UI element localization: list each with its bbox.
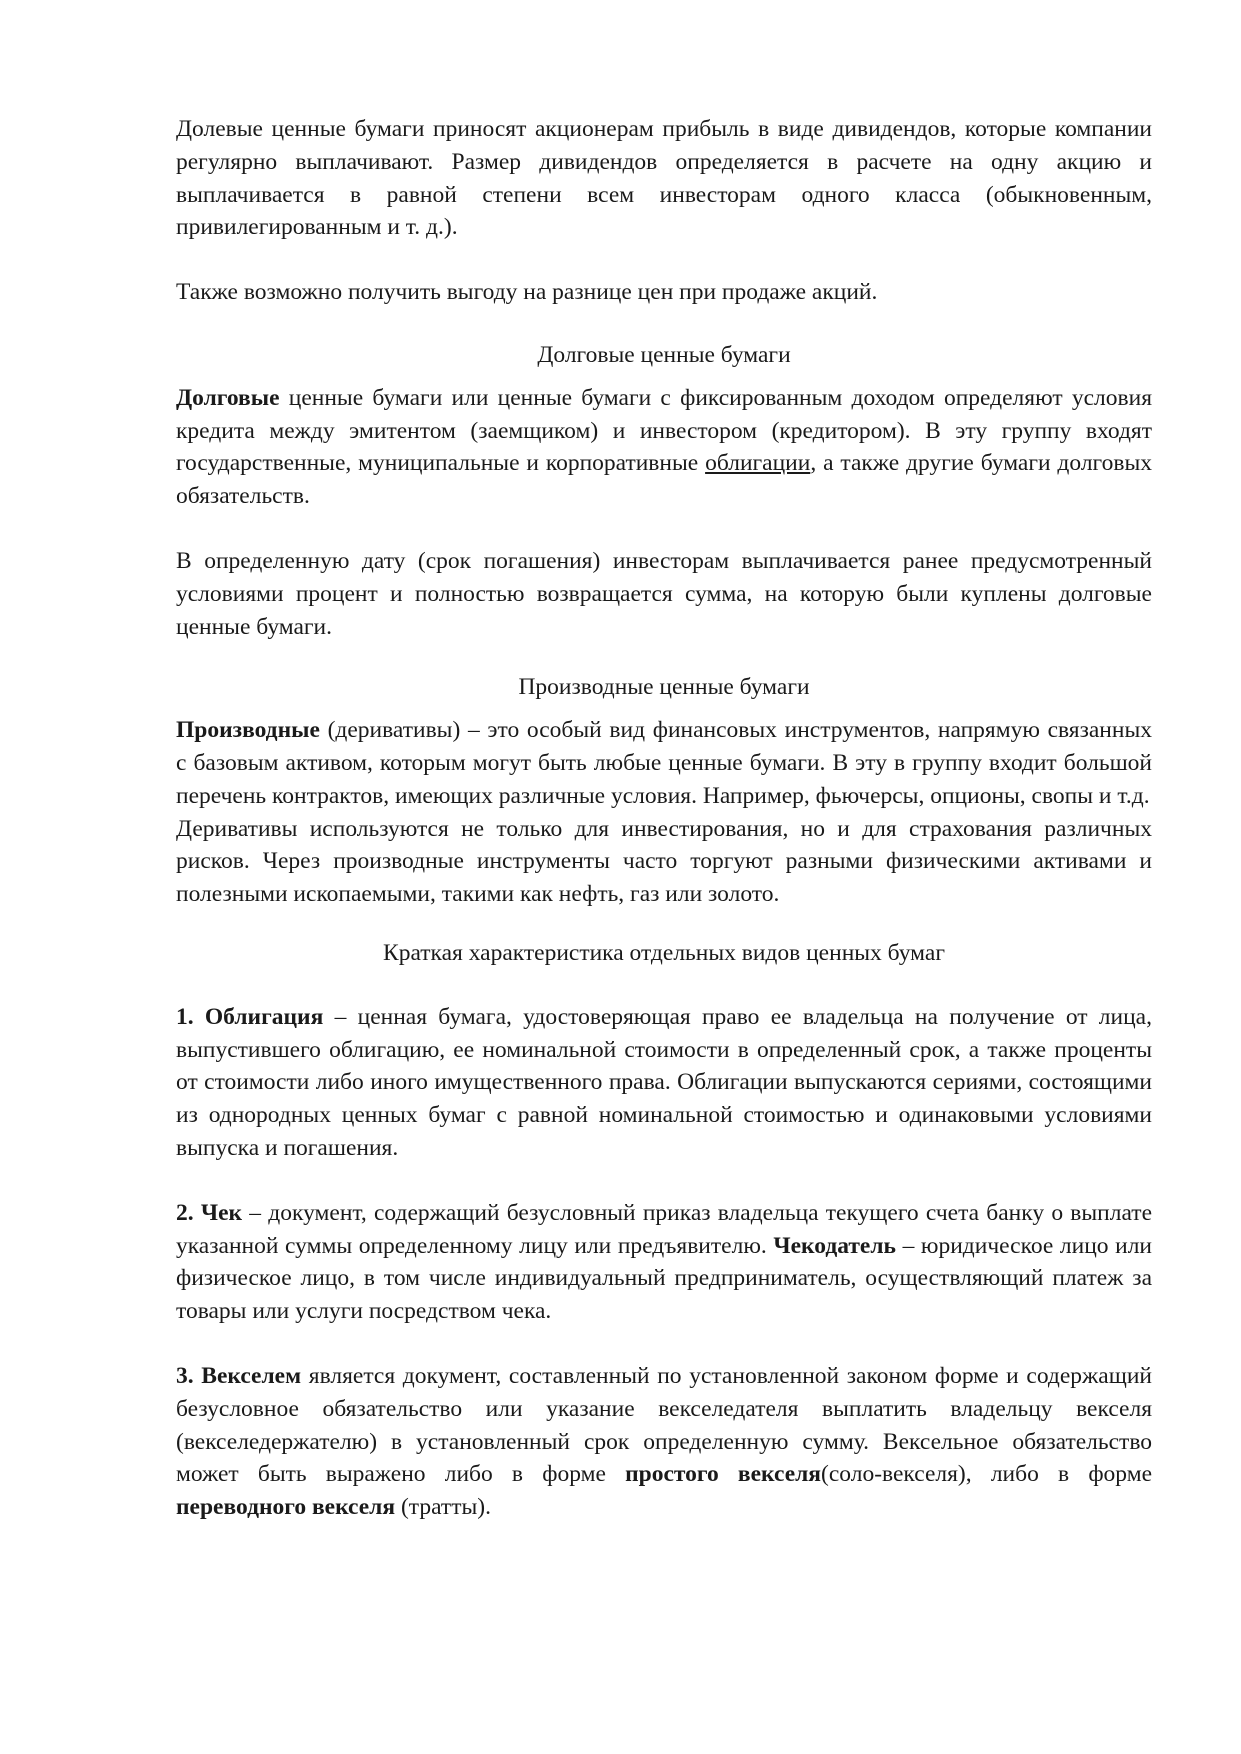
bill-text-a: является документ, составленный по установленной законом форме и содержащий безусловное обязательство или указание векселедателя выплатить владельцу векселя (векселедержателю) в установленный срок определенную сумму. Вексельное обязательство может быть выражено либо в форме	[176, 1362, 1152, 1488]
term-bill: 3. Векселем	[176, 1362, 302, 1389]
paragraph-price-difference: Также возможно получить выгоду на разнице цен при продаже акций.	[176, 279, 878, 306]
term-bill-of-exchange: переводного векселя	[176, 1494, 396, 1521]
debt-text-b: , а также другие бумаги долговых обязательств.	[176, 450, 1152, 510]
paragraph-debt-maturity: В определенную дату (срок погашения) инвесторам выплачивается ранее предусмотренный условиями процент и полностью возвращается сумма, на которую были куплены долговые ценные бумаги.	[176, 547, 1152, 640]
term-derivatives: Производные	[176, 717, 320, 744]
term-cheque: 2. Чек	[176, 1199, 243, 1226]
paragraph-debt-definition	[176, 382, 1152, 513]
derivatives-text: (деривативы) – это особый вид финансовых инструментов, напрямую связанных с базовым активом, которым могут быть любые ценные бумаги. В эту в группу входит большой перечень контрактов, имеющих различные условия. Например, фьючерсы, опционы, свопы и т.д.	[176, 717, 1152, 809]
document-page	[176, 113, 1152, 1524]
heading-derivative-securities: Производные ценные бумаги	[518, 674, 810, 701]
heading-debt-securities: Долговые ценные бумаги	[537, 341, 791, 368]
bill-text-b: (соло-векселя), либо в форме	[821, 1461, 1152, 1488]
list-item-cheque	[176, 1197, 1152, 1328]
paragraph-derivatives-usage: Деривативы используются не только для инвестирования, но и для страхования различных рисков. Через производные инструменты часто торгуют разными физическими активами и полезными ископаемыми, такими как нефть, газ или золото.	[176, 815, 1152, 908]
bond-text: – ценная бумага, удостоверяющая право ее владельца на получение от лица, выпустившего облигацию, ее номинальной стоимости в определенный срок, а также проценты от стоимости либо иного имущественного права. Облигации выпускаются сериями, состоящими из однородных ценных бумаг с равной номинальной стоимостью и одинаковыми условиями выпуска и погашения.	[176, 1003, 1152, 1161]
paragraph-derivatives-definition	[176, 714, 1152, 812]
term-drawer: Чекодатель	[773, 1232, 896, 1259]
list-item-bill	[176, 1360, 1152, 1524]
link-bonds[interactable]: облигации	[705, 450, 811, 477]
term-debt: Долговые	[176, 384, 280, 411]
bill-text-c: (тратты).	[395, 1494, 491, 1521]
term-promissory-note: простого векселя	[625, 1461, 822, 1488]
list-item-bond	[176, 1001, 1152, 1165]
paragraph-dividends: Долевые ценные бумаги приносят акционерам прибыль в виде дивидендов, которые компании регулярно выплачивают. Размер дивидендов определяется в расчете на одну акцию и выплачивается в равной степени всем инвесторам одного класса (обыкновенным, привилегированным и т. д.).	[176, 116, 1152, 241]
term-bond: 1. Облигация	[176, 1003, 324, 1030]
cheque-text-a: – документ, содержащий безусловный приказ владельца текущего счета банку о выплате указанной суммы определенному лицу или предъявителю.	[176, 1199, 1153, 1259]
heading-summary: Краткая характеристика отдельных видов ценных бумаг	[383, 939, 945, 966]
cheque-text-b: – юридическое лицо или физическое лицо, в том числе индивидуальный предприниматель, осуществляющий платеж за товары или услуги посредством чека.	[176, 1232, 1152, 1325]
debt-text-a: ценные бумаги или ценные бумаги с фиксированным доходом определяют условия кредита между эмитентом (заемщиком) и инвестором (кредитором). В эту группу входят государственные, муниципальные и корпоративные	[176, 384, 1152, 477]
